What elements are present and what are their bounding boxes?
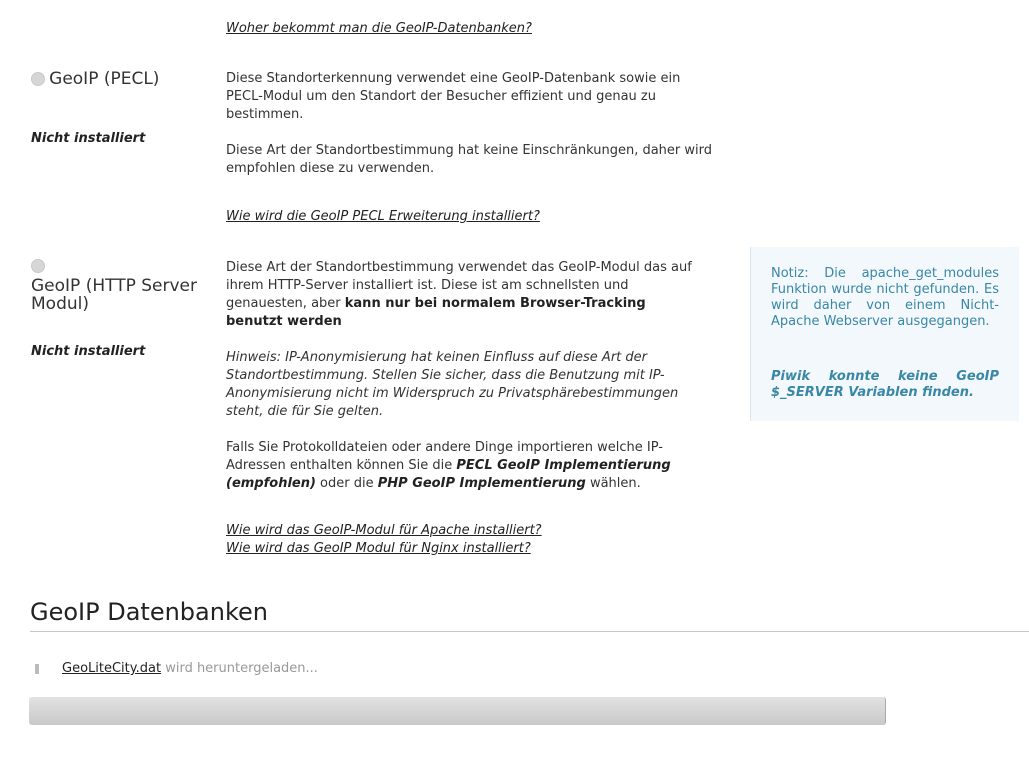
pecl-radio[interactable] (31, 72, 45, 86)
apache-install-link[interactable]: Wie wird das GeoIP-Modul für Apache installiert? (226, 523, 542, 538)
download-status: wird heruntergeladen... (165, 661, 318, 676)
pecl-impl-emphasis: PECL GeoIP Implementierung (empfohlen) (226, 458, 671, 491)
download-progress-bar (29, 697, 886, 725)
heading-divider (30, 631, 1029, 632)
http-import-note (226, 439, 706, 493)
nginx-install-link[interactable]: Wie wird das GeoIP Modul für Nginx installiert? (226, 541, 531, 556)
http-desc-1-text: Diese Art der Standortbestimmung verwendet das GeoIP-Modul das auf ihrem HTTP-Server installiert ist. Diese ist am schnellsten und genauesten, aber (226, 260, 692, 311)
http-title: GeoIP (HTTP Server Modul) (31, 276, 197, 314)
where-get-databases-link[interactable]: Woher bekommt man die GeoIP-Datenbanken? (226, 21, 532, 36)
pecl-description (226, 70, 716, 178)
pecl-option (31, 70, 211, 88)
http-desc-1 (226, 259, 706, 331)
pecl-status: Nicht installiert (31, 131, 146, 146)
http-status: Nicht installiert (31, 344, 146, 359)
http-hint: Hinweis: IP-Anonymisierung hat keinen Einfluss auf diese Art der Standortbestimmung. Stellen Sie sicher, dass die Benutzung mit IP-Anonymisierung nicht im Widerspruch zu Privatsphärebestimmungen steht, die für Sie gelten. (226, 350, 679, 419)
notice-text: Notiz: Die apache_get_modules Funktion wurde nicht gefunden. Es wird daher von einem Nicht-Apache Webserver ausgegangen. (771, 266, 999, 329)
pecl-desc-2: Diese Art der Standortbestimmung hat keine Einschränkungen, daher wird empfohlen diese zu verwenden. (226, 143, 713, 176)
http-desc-1-bold: kann nur bei normalem Browser-Tracking benutzt werden (226, 296, 646, 329)
pecl-title: GeoIP (PECL) (49, 69, 160, 89)
http-import-suffix: wählen. (585, 476, 641, 491)
download-status-line (62, 661, 318, 676)
notice-box (750, 247, 1019, 421)
pecl-install-link[interactable]: Wie wird die GeoIP PECL Erweiterung installiert? (226, 209, 540, 224)
http-import-mid: oder die (315, 476, 378, 491)
http-import-text: Falls Sie Protokolldateien oder andere Dinge importieren welche IP-Adressen enthalten können Sie die (226, 440, 663, 473)
pecl-desc-1: Diese Standorterkennung verwendet eine GeoIP-Datenbank sowie ein PECL-Modul um den Standort der Besucher effizient und genau zu bestimmen. (226, 71, 681, 122)
geolitecity-link[interactable]: GeoLiteCity.dat (62, 661, 162, 676)
http-radio[interactable] (31, 259, 45, 273)
list-bullet-icon (35, 664, 39, 674)
php-impl-emphasis: PHP GeoIP Implementierung (377, 476, 586, 491)
notice-strong: Piwik konnte keine GeoIP $_SERVER Variablen finden. (771, 369, 999, 400)
http-description (226, 259, 706, 493)
databases-heading: GeoIP Datenbanken (30, 598, 268, 626)
